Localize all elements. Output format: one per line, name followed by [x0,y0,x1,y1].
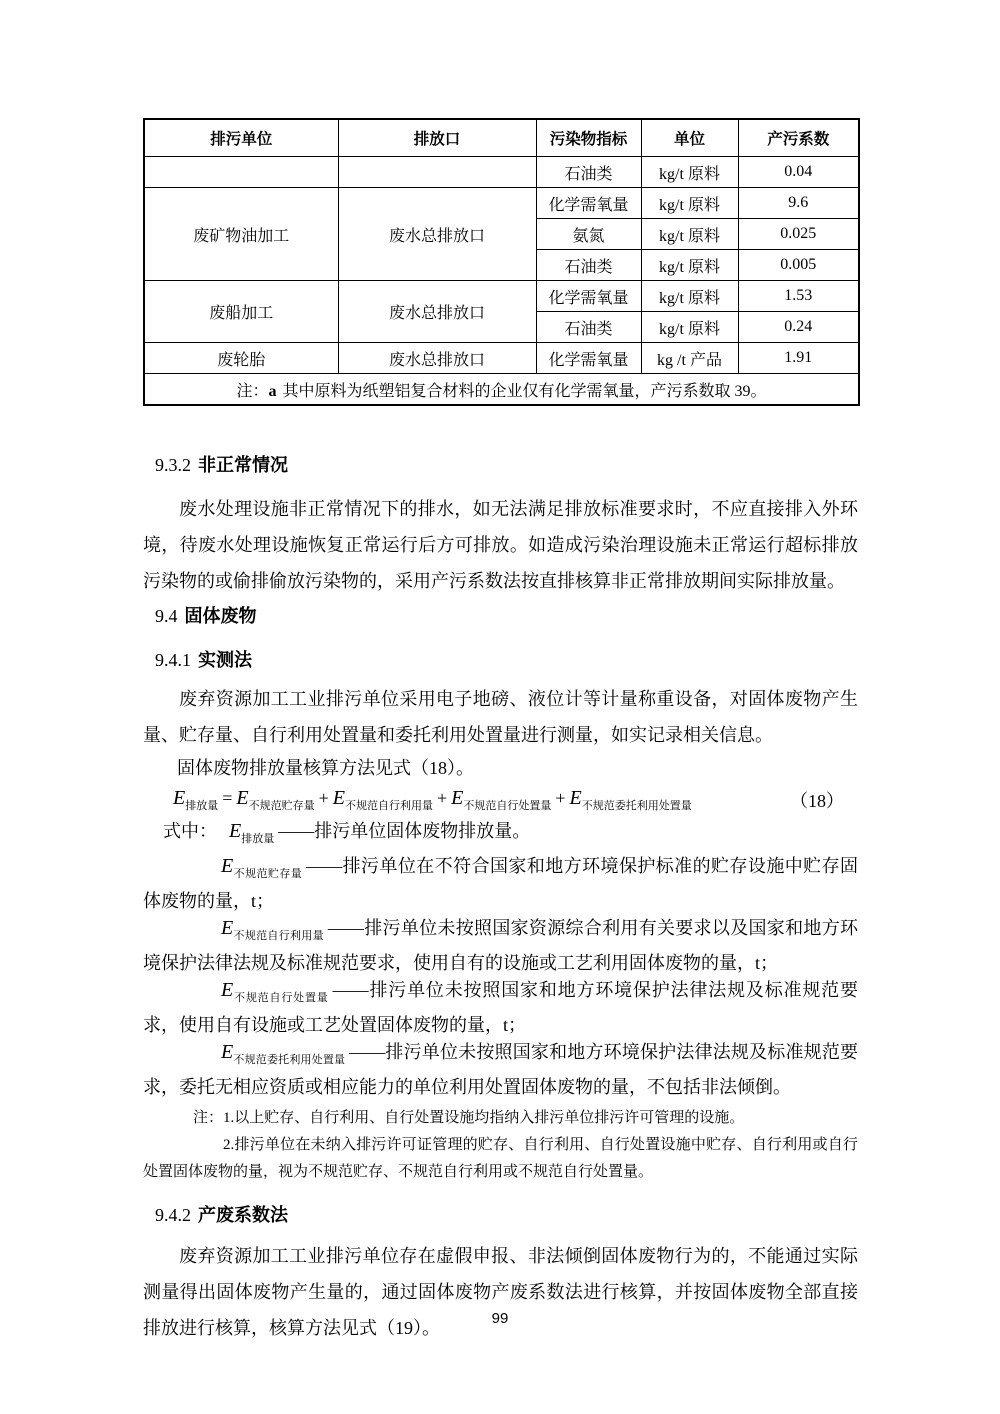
where-label: 式中： [163,821,217,841]
definition-item [143,977,858,1039]
cell-pollutant: 化学需氧量 [536,188,641,219]
page-number: 99 [491,1310,509,1327]
paragraph-9-3-2: 废水处理设施非正常情况下的排水，如无法满足排放标准要求时，不应直接排入外环境，待废水处理设施恢复正常运行后方可排放。如造成污染治理设施未正常运行超标排放污染物的或偷排偷放污染物的，采用产污系数法按直排核算非正常排放期间实际排放量。 [143,499,858,591]
table-row [144,281,859,312]
section-title: 实测法 [198,650,252,670]
cell-unit: 废矿物油加工 [144,188,338,281]
formula-expression [173,787,692,813]
section-number: 9.4 [155,606,178,626]
section-heading-9-4 [143,603,858,629]
definition-item [143,915,858,977]
formula-18 [143,783,858,817]
cell-unit [144,157,338,188]
header-coefficient: 产污系数 [738,119,859,157]
cell-measure: kg/t 原料 [641,250,738,281]
section-heading-9-3-2 [143,452,858,478]
plus-sign: + [436,788,448,808]
cell-measure: kg/t 原料 [641,157,738,188]
table-note-row [144,374,859,406]
plus-sign: + [318,788,329,808]
definition-term: $E_{不规范委托利用处置量}$ [221,1041,346,1066]
cell-measure: kg /t 产品 [641,343,738,374]
definition-term: $E_{不规范自行利用量}$ [221,917,324,942]
section-number: 9.4.1 [155,650,191,670]
definition-term: $E_{不规范贮存量}$ [221,855,303,880]
table-row [144,157,859,188]
definition-item [143,853,858,915]
pollution-coefficient-table [143,118,860,406]
cell-coefficient: 0.04 [738,157,859,188]
cell-outlet: 废水总排放口 [338,188,536,281]
cell-unit: 废轮胎 [144,343,338,374]
section-heading-9-4-2 [143,1202,858,1228]
footnote-marker: a [268,382,277,400]
cell-outlet: 废水总排放口 [338,281,536,343]
formula-intro: 固体废物排放量核算方法见式（18）。 [177,758,474,778]
cell-measure: kg/t 原料 [641,188,738,219]
formula-term: $E_{不规范贮存量}$ [236,787,315,812]
equals-sign: = [222,788,233,808]
definition-item [143,1039,858,1101]
plus-sign: + [555,788,566,808]
table-footnote [144,374,859,406]
cell-pollutant: 石油类 [536,312,641,343]
cell-pollutant: 化学需氧量 [536,343,641,374]
header-unit: 排污单位 [144,119,338,157]
where-clause [143,817,858,853]
section-title: 产废系数法 [198,1205,288,1225]
cell-measure: kg/t 原料 [641,219,738,250]
definition-text: ——排污单位固体废物排放量。 [278,821,531,841]
section-number: 9.3.2 [155,455,191,475]
definition-text: ——排污单位未按照国家资源综合利用有关要求以及国家和地方环境保护法律法规及标准规范要求，使用自有的设施或工艺利用固体废物的量，t； [143,918,859,973]
note-item: 2.排污单位在未纳入排污许可证管理的贮存、自行利用、自行处置设施中贮存、自行利用或自行处置固体废物的量，视为不规范贮存、不规范自行利用或不规范自行处置量。 [143,1137,858,1180]
cell-coefficient: 1.53 [738,281,859,312]
cell-pollutant: 氨氮 [536,219,641,250]
cell-outlet: 废水总排放口 [338,343,536,374]
definition-text: ——排污单位未按照国家和地方环境保护法律法规及标准规范要求，使用自有设施或工艺处置固体废物的量，t； [143,980,859,1035]
cell-coefficient: 9.6 [738,188,859,219]
cell-coefficient: 0.025 [738,219,859,250]
footnote-prefix: 注： [236,382,269,400]
formula-lhs: $E_{排放量}$ [173,787,219,812]
section-heading-9-4-1 [143,647,858,673]
equation-number: （18） [790,791,844,811]
cell-measure: kg/t 原料 [641,281,738,312]
cell-pollutant: 石油类 [536,157,641,188]
cell-coefficient: 0.24 [738,312,859,343]
paragraph-9-4-1: 废弃资源加工工业排污单位采用电子地磅、液位计等计量称重设备，对固体废物产生量、贮存量、自行利用处置量和委托利用处置量进行测量，如实记录相关信息。 [143,689,858,745]
section-title: 固体废物 [184,606,257,626]
header-outlet: 排放口 [338,119,536,157]
cell-coefficient: 0.005 [738,250,859,281]
cell-outlet [338,157,536,188]
cell-unit: 废船加工 [144,281,338,343]
definition-text: ——排污单位在不符合国家和地方环境保护标准的贮存设施中贮存固体废物的量，t； [143,856,859,911]
header-measure: 单位 [641,119,738,157]
section-number: 9.4.2 [155,1205,191,1225]
formula-term: $E_{不规范委托利用处置量}$ [569,787,692,812]
definition-text: ——排污单位未按照国家和地方环境保护法律法规及标准规范要求，委托无相应资质或相应能力的单位利用处置固体废物的量，不包括非法倾倒。 [143,1042,858,1097]
definition-term: $E_{不规范自行处置量}$ [221,979,329,1004]
paragraph-9-4-2: 废弃资源加工工业排污单位存在虚假申报、非法倾倒固体废物行为的，不能通过实际测量得出固体废物产生量的，通过固体废物产废系数法进行核算，并按固体废物全部直接排放进行核算，核算方法见式（19）。 [143,1246,858,1338]
table-header-row [144,119,859,157]
footnote-text: 其中原料为纸塑铝复合材料的企业仅有化学需氧量，产污系数取 39。 [282,382,767,400]
formula-term: $E_{不规范自行处置量}$ [451,787,552,812]
cell-coefficient: 1.91 [738,343,859,374]
formula-term: $E_{不规范自行利用量}$ [332,787,433,812]
definition-term: $E_{排放量}$ [229,820,275,845]
cell-pollutant: 化学需氧量 [536,281,641,312]
table-row [144,343,859,374]
table-row [144,188,859,219]
cell-pollutant: 石油类 [536,250,641,281]
document-content [143,118,858,1346]
section-title: 非正常情况 [198,455,288,475]
cell-measure: kg/t 原料 [641,312,738,343]
header-pollutant: 污染物指标 [536,119,641,157]
note-item: 注：1.以上贮存、自行利用、自行处置设施均指纳入排污单位排污许可管理的设施。 [193,1110,745,1126]
